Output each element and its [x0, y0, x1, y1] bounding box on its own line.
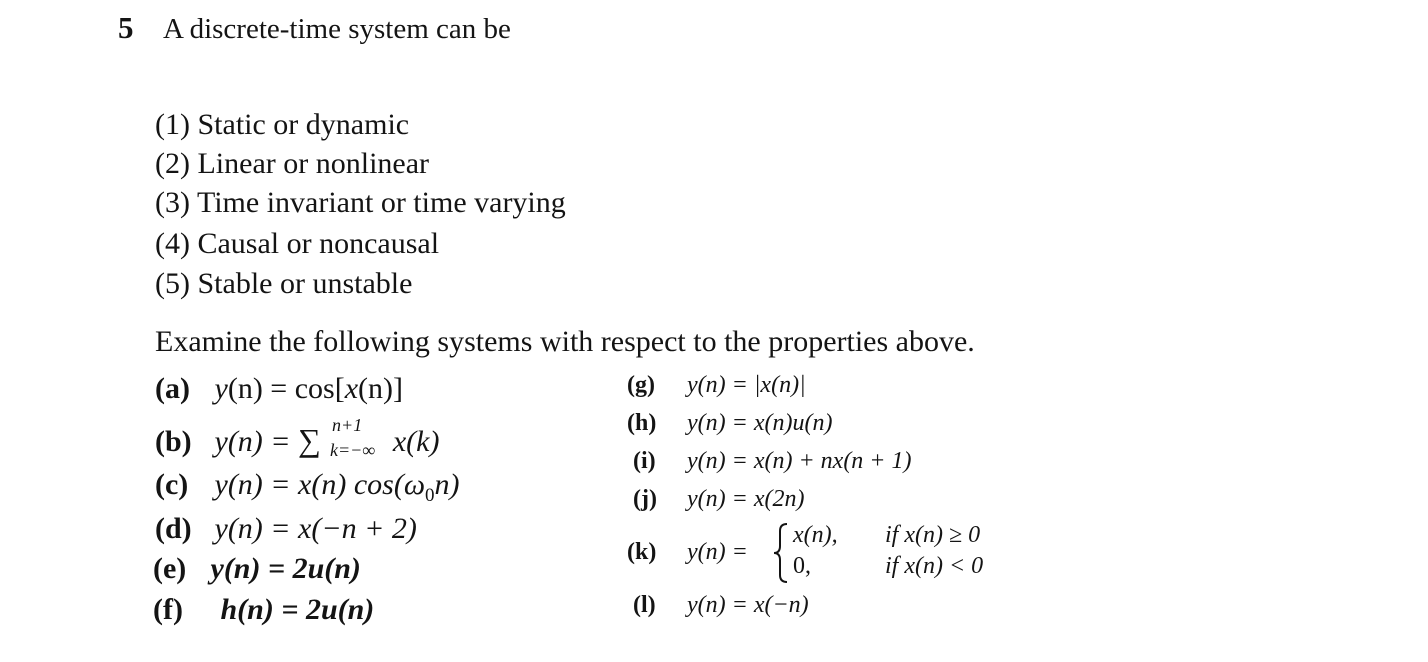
- system-f: [153, 593, 374, 627]
- system-i: [633, 448, 912, 475]
- property-2: (2) Linear or nonlinear: [155, 147, 430, 180]
- property-1: (1) Static or dynamic: [155, 108, 410, 141]
- system-k-case1-cond-text: if x(n) ≥ 0: [885, 522, 981, 548]
- system-g-expr: y(n) = |x(n)|: [687, 372, 806, 398]
- system-i-expr: y(n) = x(n) + nx(n + 1): [687, 448, 912, 474]
- system-l-label: (l): [633, 592, 656, 618]
- question-number: 5: [118, 10, 134, 45]
- system-k-case1-cond: [885, 522, 980, 549]
- system-b-pre: y(n) =: [214, 425, 299, 458]
- system-h-label: (h): [627, 410, 657, 436]
- property-5: (5) Stable or unstable: [155, 267, 413, 300]
- system-c-post: n): [434, 468, 460, 501]
- system-a-lhs: y: [214, 372, 228, 405]
- system-c-label: (c): [155, 468, 189, 501]
- system-j-expr: y(n) = x(2n): [687, 486, 805, 512]
- system-a: [155, 372, 403, 406]
- system-a-rest: (n)]: [358, 372, 404, 405]
- system-e: [153, 552, 361, 586]
- system-g-label: (g): [627, 372, 655, 398]
- system-k-case2-cond: [885, 553, 983, 580]
- sigma-symbol: ∑: [298, 422, 321, 458]
- system-b: [155, 415, 440, 460]
- system-l-expr: y(n) = x(−n): [687, 592, 809, 618]
- system-b-label: (b): [155, 425, 192, 458]
- sum-lower-limit: k=−∞: [330, 440, 376, 460]
- system-c-pre: y(n) = x(n) cos(: [214, 468, 404, 501]
- system-d-expr: y(n) = x(−n + 2): [214, 512, 417, 545]
- system-j: [633, 486, 804, 513]
- system-a-label: (a): [155, 372, 190, 405]
- left-brace-icon: [772, 522, 790, 584]
- system-i-label: (i): [633, 448, 656, 474]
- system-k-lhs: y(n) =: [687, 539, 748, 565]
- system-e-expr: y(n) = 2u(n): [210, 552, 361, 585]
- omega-subscript: 0: [425, 485, 435, 506]
- system-b-term: x(k): [392, 425, 440, 458]
- system-k-label: (k): [627, 539, 657, 565]
- system-a-eq: (n) = cos[: [227, 372, 345, 405]
- omega-symbol: ω: [403, 468, 426, 501]
- property-4: (4) Causal or noncausal: [155, 227, 440, 260]
- system-c: [155, 468, 460, 507]
- property-3: (3) Time invariant or time varying: [155, 186, 566, 219]
- system-e-label: (e): [153, 552, 187, 585]
- summation: [298, 415, 376, 460]
- system-k: [627, 539, 748, 566]
- system-g: [627, 372, 806, 399]
- system-f-label: (f): [153, 593, 183, 626]
- question-stem: A discrete-time system can be: [163, 13, 511, 45]
- system-h-expr: y(n) = x(n)u(n): [687, 410, 833, 436]
- system-l: [633, 592, 809, 619]
- system-a-x: x: [344, 372, 359, 405]
- system-k-case2-value: 0,: [793, 553, 811, 579]
- system-k-case1-value: x(n),: [793, 522, 838, 548]
- system-d-label: (d): [155, 512, 192, 545]
- instruction-text: Examine the following systems with respect to the properties above.: [155, 325, 975, 358]
- system-j-label: (j): [633, 486, 657, 512]
- system-h: [627, 410, 832, 437]
- system-k-case2-cond-text: if x(n) < 0: [885, 553, 984, 579]
- system-d: [155, 512, 417, 546]
- sum-upper-limit: n+1: [332, 415, 363, 435]
- system-f-expr: h(n) = 2u(n): [220, 593, 375, 626]
